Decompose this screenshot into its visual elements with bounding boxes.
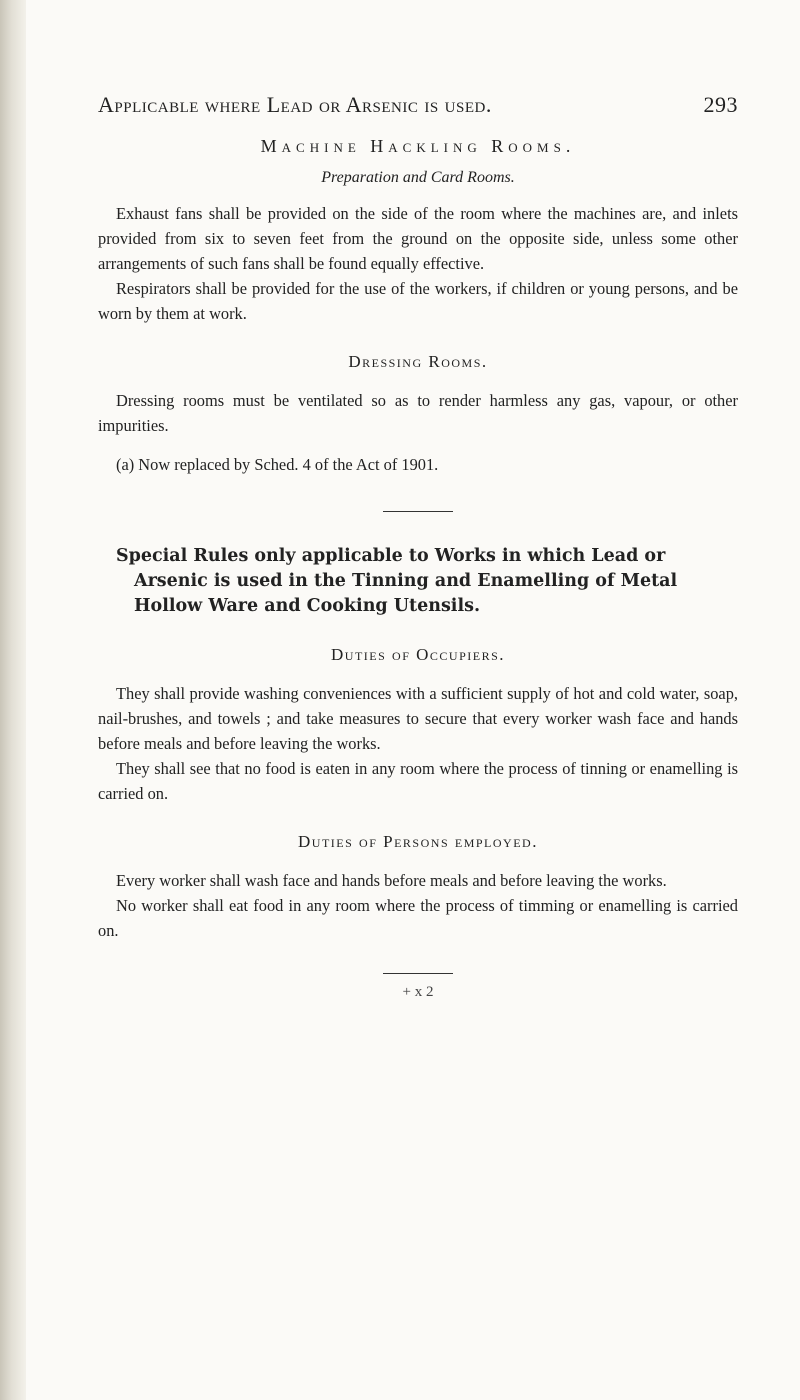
section-title-hackling: Machine Hackling Rooms.	[260, 136, 576, 156]
paragraph-respirators: Respirators shall be provided for the use of the workers, if children or young persons, and be worn by them at work.	[98, 279, 738, 323]
paragraph-no-eating: No worker shall eat food in any room where the process of timming or enamelling is carried on.	[98, 896, 738, 940]
page-number: 293	[703, 92, 738, 117]
paragraph-exhaust-fans: Exhaust fans shall be provided on the side of the room where the machines are, and inlets provided from six to seven feet from the ground on the opposite side, unless some other arrangements of such fans shall be found equally effective.	[98, 204, 738, 273]
section-title-occupiers: Duties of Occupiers.	[331, 645, 505, 664]
divider-rule	[383, 511, 453, 512]
paragraph-no-food: They shall see that no food is eaten in any room where the process of tinning or enamelling is carried on.	[98, 759, 738, 803]
special-rules-heading: Special Rules only applicable to Works in which Lead or Arsenic is used in the Tinning and Enamelling of Metal Hollow Ware and Cooking Utensils.	[116, 546, 678, 616]
binding-gutter	[0, 0, 26, 1400]
book-page	[98, 92, 738, 1001]
section-title-persons: Duties of Persons employed.	[298, 832, 538, 851]
paragraph-wash-face: Every worker shall wash face and hands before meals and before leaving the works.	[116, 871, 667, 890]
paragraph-washing: They shall provide washing conveniences with a sufficient supply of hot and cold water, soap, nail-brushes, and towels ; and take measures to secure that every worker wash face and hands before meals and before leaving the works.	[98, 684, 738, 753]
footnote-sched: (a) Now replaced by Sched. 4 of the Act of 1901.	[116, 455, 439, 474]
section-title-dressing: Dressing Rooms.	[348, 352, 488, 371]
section-subtitle-preparation: Preparation and Card Rooms.	[321, 169, 515, 186]
end-rule	[383, 973, 453, 974]
paragraph-dressing-rooms: Dressing rooms must be ventilated so as to render harmless any gas, vapour, or other impurities.	[98, 391, 738, 435]
running-head	[98, 92, 738, 118]
running-title: Applicable where Lead or Arsenic is used.	[98, 92, 492, 117]
signature-mark: + x 2	[402, 984, 434, 1000]
